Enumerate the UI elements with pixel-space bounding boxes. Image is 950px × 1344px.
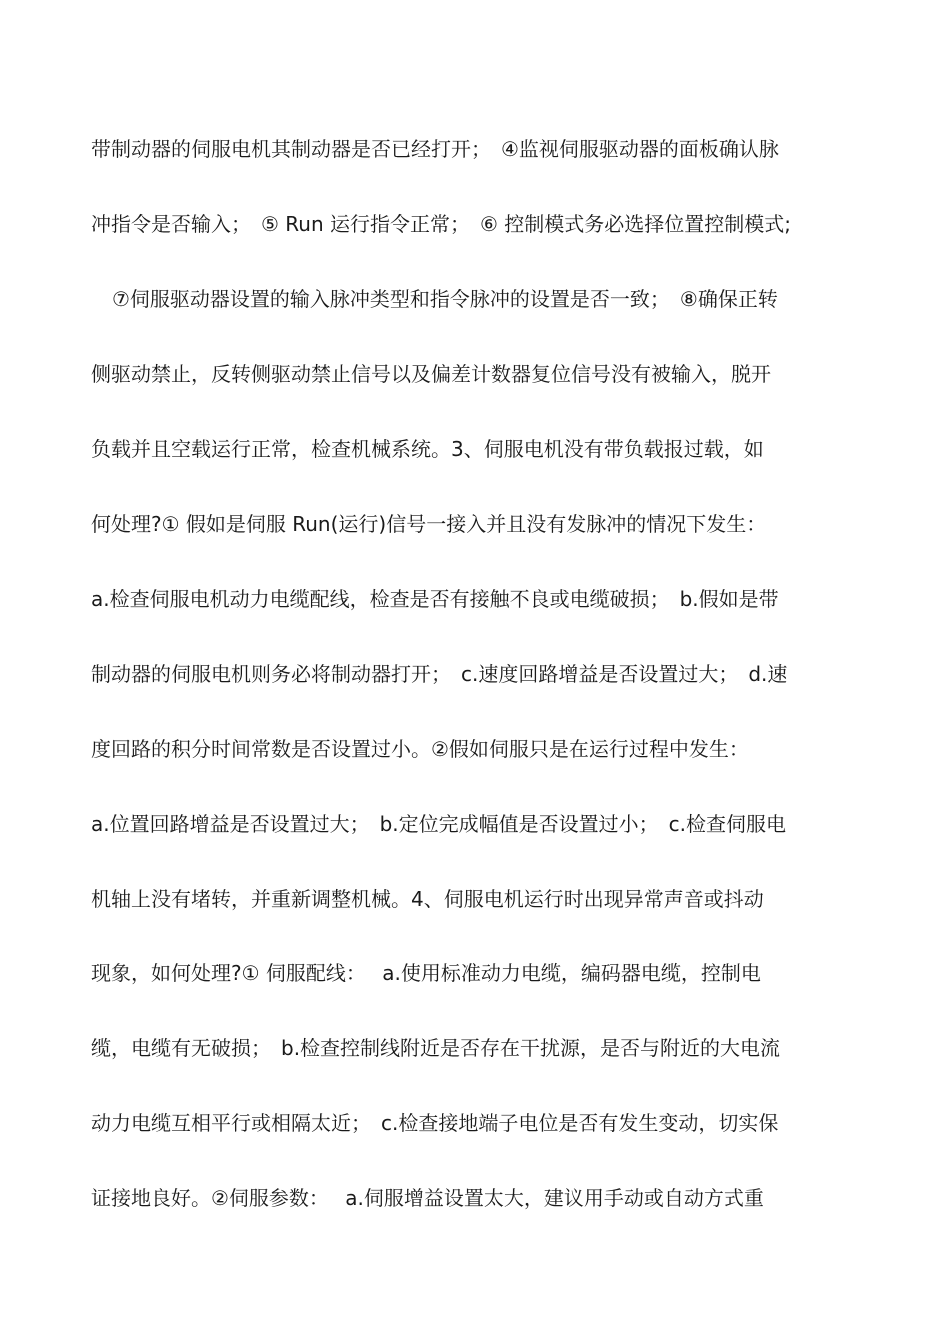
paragraph-line: 制动器的伺服电机则务必将制动器打开； c.速度回路增益是否设置过大； d.速 <box>91 662 788 686</box>
paragraph-line: 冲指令是否输入； ⑤ Run 运行指令正常； ⑥ 控制模式务必选择位置控制模式; <box>91 212 792 236</box>
paragraph-line: a.检查伺服电机动力电缆配线，检查是否有接触不良或电缆破损； b.假如是带 <box>91 587 779 611</box>
paragraph-line: 负载并且空载运行正常，检查机械系统。3、伺服电机没有带负载报过载，如 <box>91 437 764 461</box>
paragraph-line: 动力电缆互相平行或相隔太近； c.检查接地端子电位是否有发生变动，切实保 <box>91 1111 779 1135</box>
paragraph-line: 度回路的积分时间常数是否设置过小。②假如伺服只是在运行过程中发生： <box>91 737 749 761</box>
paragraph-line: 缆，电缆有无破损； b.检查控制线附近是否存在干扰源，是否与附近的大电流 <box>91 1036 781 1060</box>
paragraph-line: 证接地良好。②伺服参数： a.伺服增益设置太大，建议用手动或自动方式重 <box>91 1186 764 1210</box>
paragraph-line: a.位置回路增益是否设置过大； b.定位完成幅值是否设置过小； c.检查伺服电 <box>91 812 787 836</box>
paragraph-line: 现象，如何处理?① 伺服配线： a.使用标准动力电缆，编码器电缆，控制电 <box>91 961 761 985</box>
paragraph-line: 侧驱动禁止，反转侧驱动禁止信号以及偏差计数器复位信号没有被输入，脱开 <box>91 362 771 386</box>
paragraph-line: 机轴上没有堵转，并重新调整机械。4、伺服电机运行时出现异常声音或抖动 <box>91 887 764 911</box>
paragraph-line: ⑦伺服驱动器设置的输入脉冲类型和指令脉冲的设置是否一致； ⑧确保正转 <box>112 287 778 311</box>
paragraph-line: 带制动器的伺服电机其制动器是否已经打开； ④监视伺服驱动器的面板确认脉 <box>91 137 779 161</box>
paragraph-line: 何处理?① 假如是伺服 Run(运行)信号一接入并且没有发脉冲的情况下发生： <box>91 512 767 536</box>
